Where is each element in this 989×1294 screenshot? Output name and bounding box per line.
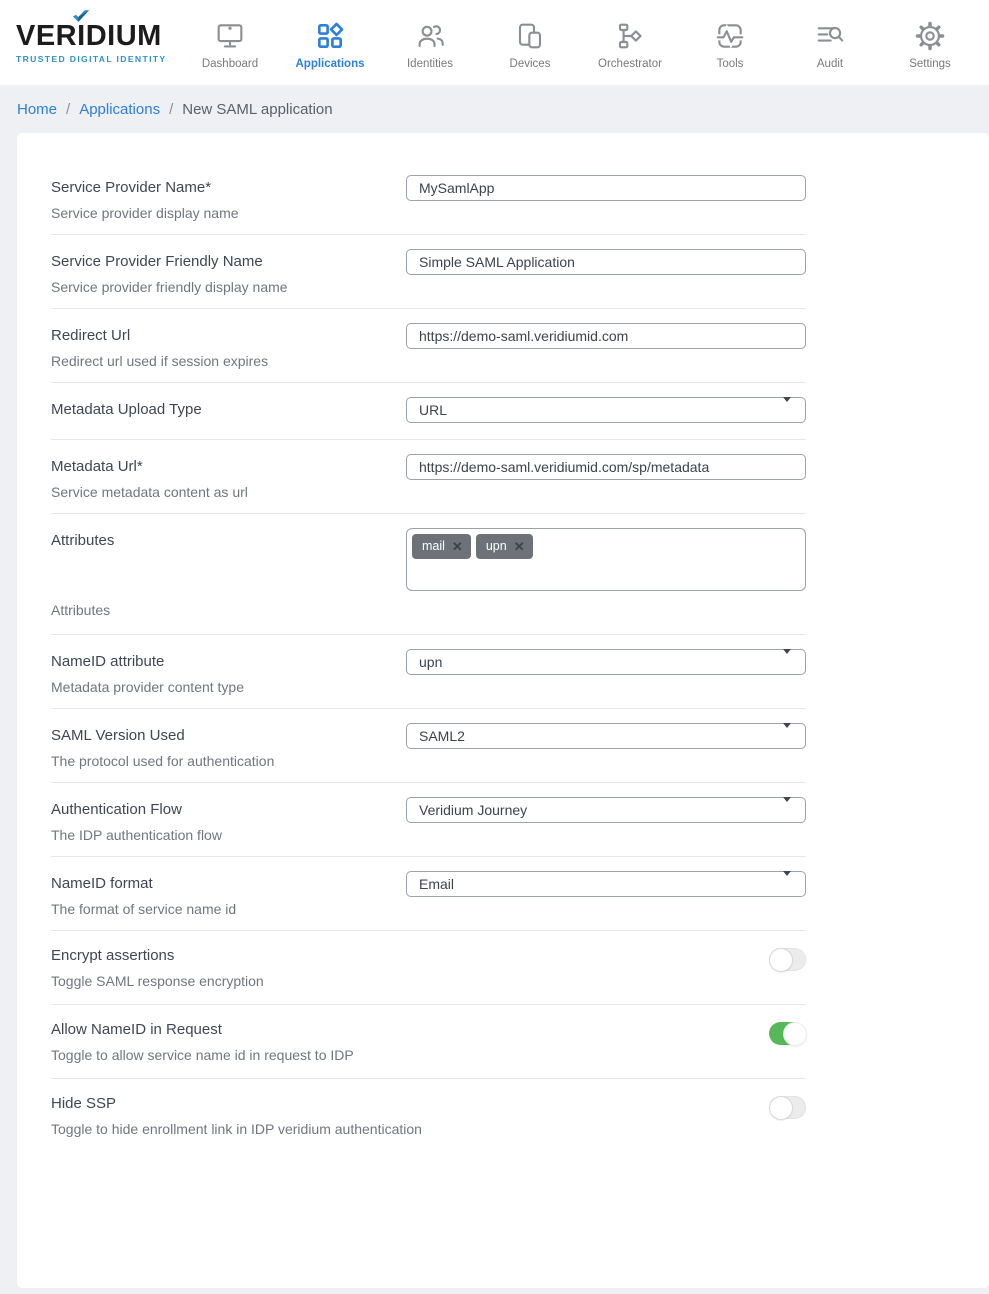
field-row-allow-nameid-in-request (51, 1005, 806, 1079)
nav-item-settings[interactable] (880, 15, 980, 70)
remove-tag-icon[interactable]: ✕ (513, 538, 525, 554)
top-navigation (0, 0, 989, 85)
identities-icon (414, 19, 446, 53)
field-label: Service Provider Friendly Name (51, 253, 263, 270)
chevron-down-icon (783, 654, 791, 670)
remove-tag-icon[interactable]: ✕ (451, 538, 463, 554)
toggle-knob (784, 1023, 806, 1045)
chevron-down-icon (783, 728, 791, 744)
authentication-flow-select[interactable] (406, 797, 806, 823)
nav-item-devices[interactable] (480, 15, 580, 70)
settings-icon (914, 19, 946, 53)
nav-label: Dashboard (201, 58, 259, 70)
logo-tagline: TRUSTED DIGITAL IDENTITY (16, 53, 167, 64)
field-description: Metadata provider content type (51, 679, 245, 695)
select-value: SAML2 (419, 728, 465, 744)
field-row-metadata-upload-type (51, 383, 806, 440)
metadata-url-input[interactable] (406, 454, 806, 480)
field-description: Service metadata content as url (51, 484, 248, 500)
field-row-encrypt-assertions (51, 931, 806, 1005)
field-description: The format of service name id (51, 901, 237, 917)
field-row-attributes (51, 514, 806, 635)
attributes-tag-input[interactable] (406, 528, 806, 591)
field-description: Toggle SAML response encryption (51, 973, 264, 989)
field-label: Hide SSP (51, 1095, 117, 1112)
main-nav (180, 15, 980, 70)
nav-item-applications[interactable] (280, 15, 380, 70)
field-label: Authentication Flow (51, 801, 182, 818)
dashboard-icon (214, 19, 246, 53)
devices-icon (514, 19, 546, 53)
field-label: Attributes (51, 532, 115, 549)
field-description: The protocol used for authentication (51, 753, 275, 769)
field-row-redirect-url (51, 309, 806, 383)
attribute-tag-upn (476, 534, 533, 559)
field-label: Encrypt assertions (51, 947, 175, 964)
logo-wordmark: VER I DIUM (16, 22, 168, 51)
nav-item-identities[interactable] (380, 15, 480, 70)
field-row-saml-version (51, 709, 806, 783)
field-label: Metadata Url* (51, 458, 143, 475)
logo-checkmark-icon (72, 9, 90, 24)
field-label: NameID format (51, 875, 153, 892)
nav-label: Devices (509, 58, 551, 70)
field-description: The IDP authentication flow (51, 827, 222, 843)
field-label: NameID attribute (51, 653, 165, 670)
nameid-attribute-select[interactable] (406, 649, 806, 675)
new-saml-application-form (17, 133, 989, 1288)
breadcrumb-applications-link[interactable]: Applications (79, 100, 161, 118)
saml-version-select[interactable] (406, 723, 806, 749)
field-description: Redirect url used if session expires (51, 353, 269, 369)
toggle-knob (770, 949, 792, 971)
applications-icon (314, 19, 346, 53)
field-description: Toggle to hide enrollment link in IDP veridium authentication (51, 1121, 422, 1137)
field-row-nameid-attribute (51, 635, 806, 709)
breadcrumb (0, 85, 989, 133)
field-description: Service provider friendly display name (51, 279, 288, 295)
breadcrumb-separator: / (169, 100, 174, 118)
veridium-logo[interactable] (16, 19, 168, 64)
nav-label: Orchestrator (598, 58, 662, 70)
nav-label: Applications (295, 58, 365, 70)
redirect-url-input[interactable] (406, 323, 806, 349)
nav-item-orchestrator[interactable] (580, 15, 680, 70)
field-description: Toggle to allow service name id in request to IDP (51, 1047, 354, 1063)
encrypt-assertions-toggle[interactable] (769, 948, 806, 971)
audit-icon (814, 19, 846, 53)
breadcrumb-home-link[interactable]: Home (17, 100, 58, 118)
field-row-service-provider-friendly-name (51, 235, 806, 309)
select-value: Email (419, 876, 455, 892)
chevron-down-icon (783, 402, 791, 418)
field-row-service-provider-name (51, 161, 806, 235)
select-value: upn (419, 654, 443, 670)
orchestrator-icon (614, 19, 646, 53)
tag-label: mail (422, 539, 445, 553)
nav-item-tools[interactable] (680, 15, 780, 70)
field-label: Allow NameID in Request (51, 1021, 222, 1038)
field-row-nameid-format (51, 857, 806, 931)
breadcrumb-separator: / (66, 100, 71, 118)
metadata-upload-type-select[interactable] (406, 397, 806, 423)
field-label: Metadata Upload Type (51, 401, 202, 418)
select-value: Veridium Journey (419, 802, 528, 818)
field-row-metadata-url (51, 440, 806, 514)
nav-label: Identities (406, 58, 454, 70)
service-provider-friendly-name-input[interactable] (406, 249, 806, 275)
field-row-hide-ssp (51, 1079, 806, 1152)
hide-ssp-toggle[interactable] (769, 1096, 806, 1119)
attribute-tag-mail (412, 534, 471, 559)
field-label: Service Provider Name* (51, 179, 212, 196)
field-row-authentication-flow (51, 783, 806, 857)
field-label: SAML Version Used (51, 727, 185, 744)
tag-label: upn (485, 539, 507, 553)
nav-label: Audit (816, 58, 844, 70)
tools-icon (714, 19, 746, 53)
breadcrumb-current-page: New SAML application (182, 100, 333, 118)
chevron-down-icon (783, 802, 791, 818)
field-label: Redirect Url (51, 327, 131, 344)
service-provider-name-input[interactable] (406, 175, 806, 201)
chevron-down-icon (783, 876, 791, 892)
nameid-format-select[interactable] (406, 871, 806, 897)
nav-item-audit[interactable] (780, 15, 880, 70)
allow-nameid-in-request-toggle[interactable] (769, 1022, 806, 1045)
toggle-knob (770, 1097, 792, 1119)
nav-label: Settings (909, 58, 951, 70)
nav-label: Tools (716, 58, 744, 70)
field-description: Service provider display name (51, 205, 239, 221)
select-value: URL (419, 402, 448, 418)
field-description: Attributes (51, 602, 111, 618)
nav-item-dashboard[interactable] (180, 15, 280, 70)
